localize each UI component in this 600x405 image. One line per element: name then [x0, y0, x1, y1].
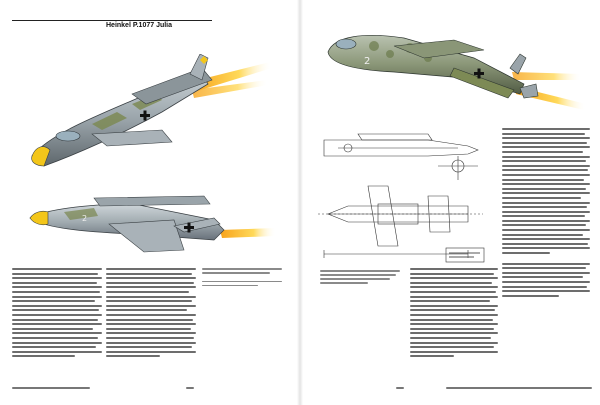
running-footer-left [12, 387, 90, 389]
three-view-drawing-icon [318, 126, 488, 266]
text-column-3 [410, 268, 498, 360]
aircraft-illustration-bottom-left [24, 190, 279, 260]
text-column-2 [106, 268, 196, 360]
right-page [300, 0, 600, 405]
aircraft-illustration-top-right [324, 28, 594, 118]
page-number-right [396, 387, 404, 389]
drawing-caption [320, 270, 400, 286]
text-column-4 [502, 128, 590, 299]
image-caption [202, 268, 282, 289]
running-footer-right [446, 387, 592, 389]
aircraft-illustration-top-left [22, 54, 277, 174]
svg-text:2: 2 [364, 56, 371, 67]
svg-text:2: 2 [82, 214, 88, 223]
text-column-1 [12, 268, 102, 360]
header-rule [12, 20, 212, 21]
article-title: Heinkel P.1077 Julia [106, 22, 173, 29]
page-number-left [186, 387, 194, 389]
drawing-title-block [446, 248, 484, 262]
